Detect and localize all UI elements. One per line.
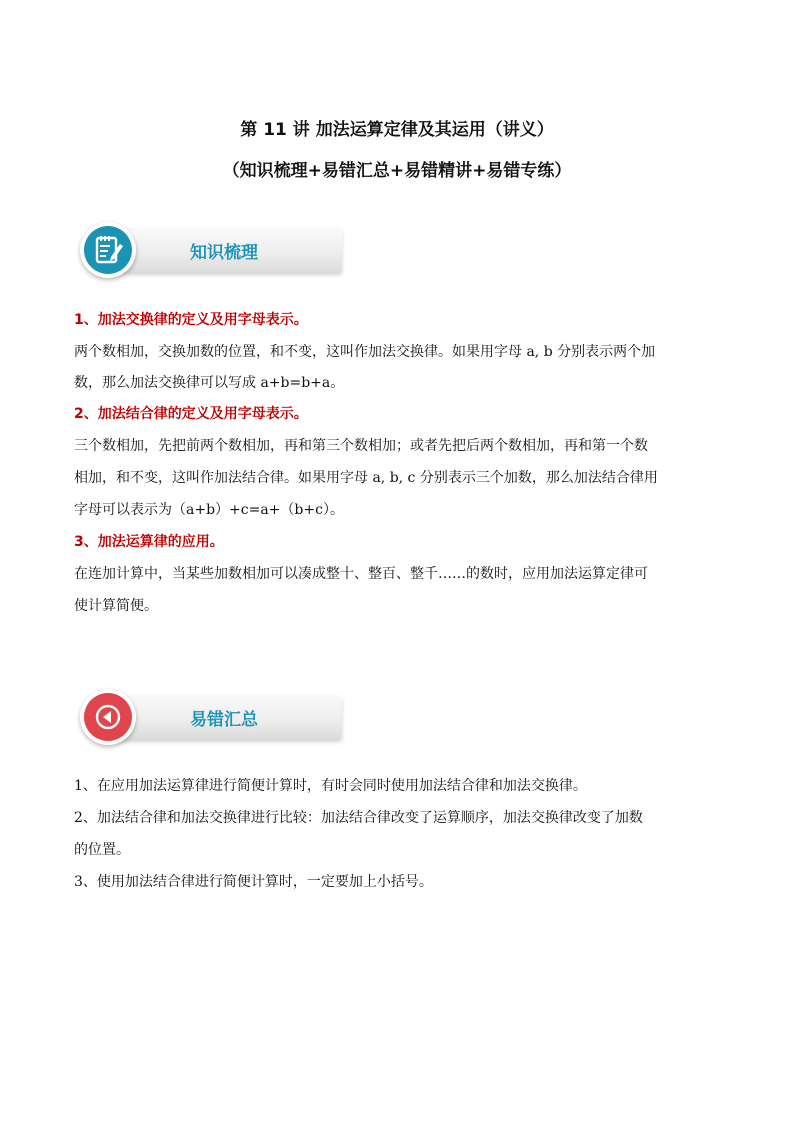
section-label: 知识梳理 bbox=[190, 243, 258, 263]
mistake-line: 的位置。 bbox=[74, 842, 130, 858]
item-line: 相加，和不变，这叫作加法结合律。如果用字母 a, b, c 分别表示三个加数，那么加法结合律用 bbox=[74, 470, 658, 486]
item-line: 两个数相加，交换加数的位置，和不变，这叫作加法交换律。如果用字母 a, b 分别表示两个加 bbox=[74, 344, 656, 360]
play-back-icon bbox=[84, 693, 132, 741]
page-title: 第 11 讲 加法运算定律及其运用（讲义） bbox=[240, 120, 554, 140]
banner-circle bbox=[80, 222, 136, 278]
item-line: 三个数相加，先把前两个数相加，再和第三个数相加；或者先把后两个数相加，再和第一个数 bbox=[74, 438, 648, 454]
banner-circle bbox=[80, 689, 136, 745]
item-line: 字母可以表示为（a+b）+c=a+（b+c）。 bbox=[74, 502, 344, 518]
mistake-line: 3、使用加法结合律进行简便计算时，一定要加上小括号。 bbox=[74, 874, 433, 890]
item-heading: 2、加法结合律的定义及用字母表示。 bbox=[74, 406, 308, 422]
notepad-pencil-icon bbox=[84, 226, 132, 274]
mistake-line: 2、加法结合律和加法交换律进行比较：加法结合律改变了运算顺序，加法交换律改变了加数 bbox=[74, 810, 643, 826]
page-subtitle: （知识梳理+易错汇总+易错精讲+易错专练） bbox=[222, 161, 572, 181]
item-line: 在连加计算中，当某些加数相加可以凑成整十、整百、整千……的数时，应用加法运算定律可 bbox=[74, 566, 648, 582]
mistake-line: 1、在应用加法运算律进行简便计算时，有时会同时使用加法结合律和加法交换律。 bbox=[74, 778, 587, 794]
section-banner-mistakes bbox=[80, 691, 344, 747]
item-heading: 1、加法交换律的定义及用字母表示。 bbox=[74, 312, 308, 328]
item-heading: 3、加法运算律的应用。 bbox=[74, 534, 224, 550]
section-banner-knowledge bbox=[80, 224, 344, 280]
item-line: 使计算简便。 bbox=[74, 598, 158, 614]
item-line: 数，那么加法交换律可以写成 a+b=b+a。 bbox=[74, 375, 345, 391]
section-label: 易错汇总 bbox=[190, 710, 258, 730]
